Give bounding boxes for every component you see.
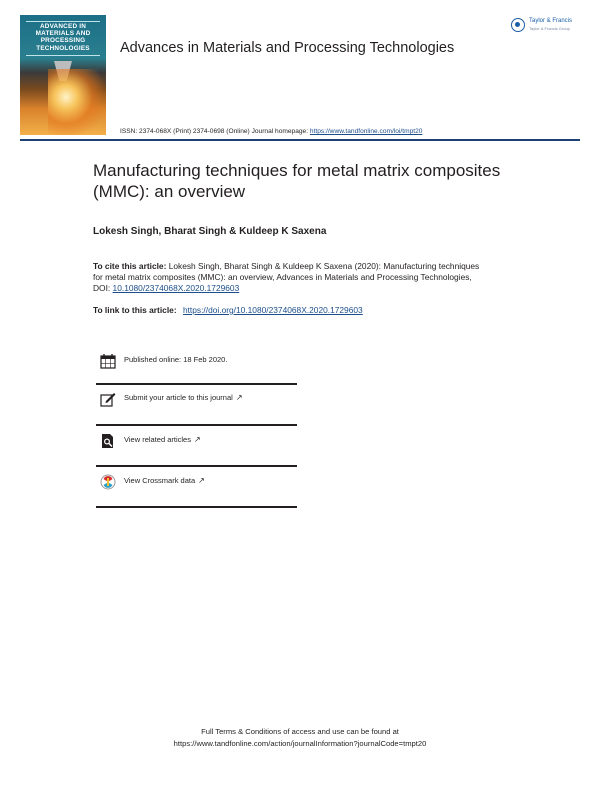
submit-article-text: Submit your article to this journal	[124, 393, 233, 402]
publisher-logo-icon	[511, 18, 525, 32]
journal-title: Advances in Materials and Processing Technologies	[120, 40, 455, 56]
publisher-logo[interactable]	[511, 18, 583, 34]
calendar-icon	[100, 353, 116, 369]
cover-divider	[26, 55, 100, 56]
cover-spark-graphic	[48, 69, 106, 135]
related-articles-row[interactable]	[96, 432, 297, 454]
cover-title-line: PROCESSING	[40, 37, 86, 45]
crossmark-icon	[100, 474, 116, 490]
terms-footer-text: Full Terms & Conditions of access and use can be found at	[201, 727, 399, 736]
external-link-icon: ↗	[198, 476, 205, 485]
published-online-row	[96, 352, 297, 374]
citation-label: To cite this article:	[93, 261, 167, 271]
search-document-icon	[100, 433, 116, 449]
journal-homepage-link[interactable]: https://www.tandfonline.com/loi/tmpt20	[309, 128, 423, 135]
info-divider	[96, 383, 297, 385]
issn-line	[120, 128, 422, 135]
publisher-logo-name: Taylor & Francis	[529, 18, 573, 24]
info-divider	[96, 424, 297, 426]
cover-title-line: TECHNOLOGIES	[36, 44, 90, 52]
related-articles-link[interactable]	[124, 435, 201, 444]
publisher-logo-subtitle: Taylor & Francis Group	[529, 26, 570, 31]
article-link-line	[93, 305, 363, 315]
external-link-icon: ↗	[235, 393, 243, 402]
related-articles-text: View related articles	[124, 435, 191, 444]
article-authors: Lokesh Singh, Bharat Singh & Kuldeep K Saxena	[93, 226, 327, 237]
info-divider	[96, 465, 297, 467]
article-link-label: To link to this article:	[93, 305, 177, 315]
submit-article-row[interactable]	[96, 390, 297, 412]
edit-icon	[100, 391, 116, 407]
cover-title-line: ADVANCED IN	[39, 23, 87, 30]
article-title: Manufacturing techniques for metal matrix composites (MMC): an overview	[93, 161, 501, 201]
info-divider	[96, 506, 297, 508]
issn-text: ISSN: 2374-068X (Print) 2374-0698 (Online) Journal homepage:	[120, 128, 309, 135]
citation-block	[93, 261, 488, 294]
crossmark-text: View Crossmark data	[124, 476, 196, 485]
external-link-icon: ↗	[193, 435, 201, 444]
terms-footer-url[interactable]: https://www.tandfonline.com/action/journalInformation?journalCode=tmpt20	[173, 739, 427, 748]
crossmark-link[interactable]	[124, 476, 205, 485]
article-doi-link[interactable]: https://doi.org/10.1080/2374068X.2020.1729603	[182, 305, 363, 315]
journal-cover-image	[20, 15, 106, 135]
header-rule	[20, 139, 580, 141]
submit-article-link[interactable]	[124, 393, 243, 402]
cover-title	[20, 23, 106, 52]
cover-divider	[26, 21, 100, 22]
citation-text: Lokesh Singh, Bharat Singh & Kuldeep K Saxena (2020): Manufacturing techniques for metal matrix composites (MMC): an overview, Advances in Materials and Processing Technologies, DOI:	[93, 261, 480, 293]
published-online-text: Published online: 18 Feb 2020.	[124, 355, 228, 364]
terms-footer	[0, 726, 600, 750]
crossmark-row[interactable]	[96, 473, 297, 495]
citation-doi-link[interactable]: 10.1080/2374068X.2020.1729603	[112, 283, 240, 293]
cover-title-line: MATERIALS AND	[35, 30, 91, 38]
